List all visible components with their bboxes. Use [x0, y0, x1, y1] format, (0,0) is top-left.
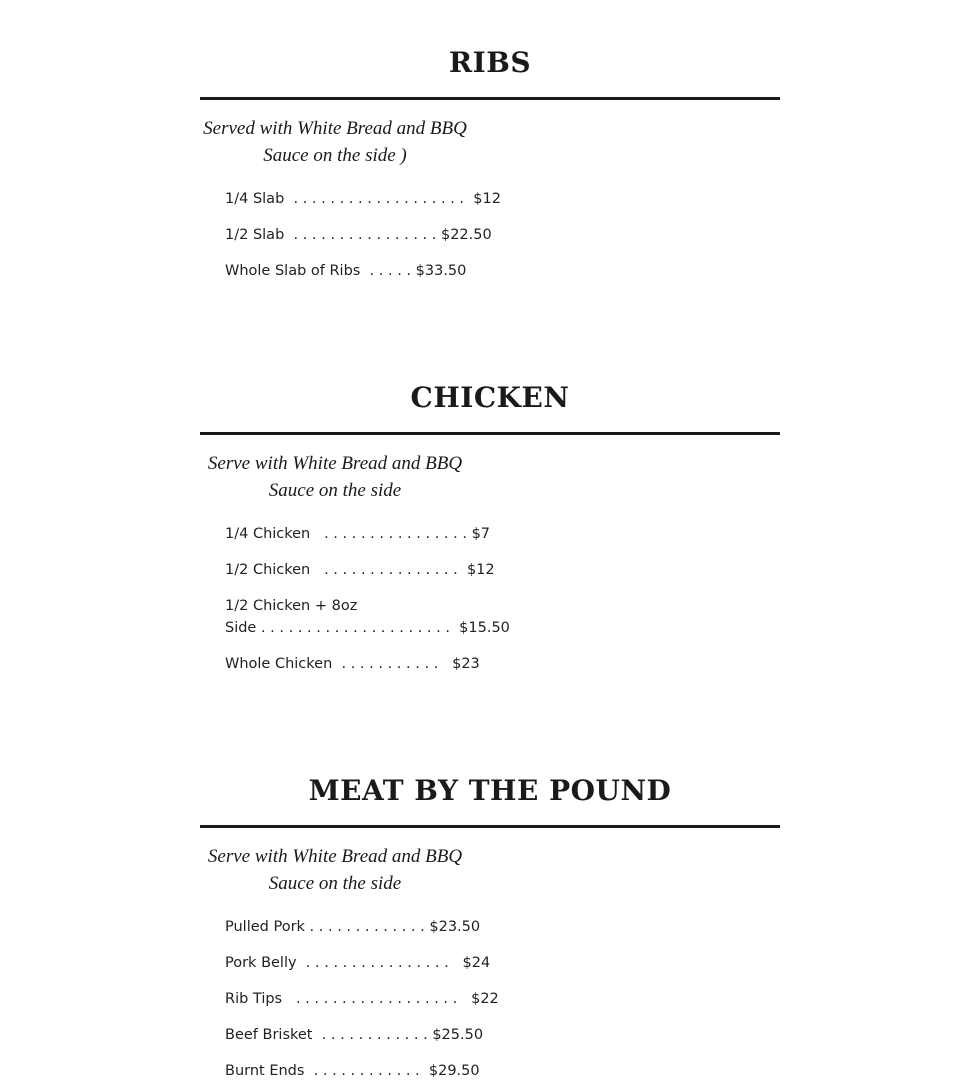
menu-item-beef-brisket: Beef Brisket . . . . . . . . . . . . $25.50 [225, 1027, 484, 1043]
meat-title: MEAT BY THE POUND [308, 774, 672, 807]
menu-item-pork-belly: Pork Belly . . . . . . . . . . . . . . . . $24 [225, 955, 491, 971]
meat-subtitle-line2: Sauce on the side [268, 873, 402, 894]
menu-item-quarter-chicken: 1/4 Chicken . . . . . . . . . . . . . . . . $7 [225, 526, 491, 542]
ribs-subtitle-line2: Sauce on the side ) [263, 145, 407, 166]
menu-item-whole-slab: Whole Slab of Ribs . . . . . $33.50 [225, 263, 467, 279]
menu-item-half-slab: 1/2 Slab . . . . . . . . . . . . . . . . $22.50 [225, 227, 492, 243]
ribs-subtitle-line1: Served with White Bread and BBQ [203, 118, 467, 139]
menu-item-quarter-slab: 1/4 Slab . . . . . . . . . . . . . . . . . . . $12 [225, 191, 501, 207]
chicken-subtitle-line2: Sauce on the side [268, 480, 402, 501]
menu-item-half-chicken-side: 1/2 Chicken + 8oz Side . . . . . . . . . . . . . . . . . . . . . $15.50 [225, 598, 510, 636]
menu-item-pulled-pork: Pulled Pork . . . . . . . . . . . . . $23.50 [225, 919, 481, 935]
meat-divider [200, 825, 780, 828]
meat-subtitle-line1: Serve with White Bread and BBQ [207, 846, 463, 867]
menu-item-half-chicken: 1/2 Chicken . . . . . . . . . . . . . . . $12 [225, 562, 495, 578]
chicken-subtitle-line1: Serve with White Bread and BBQ [207, 453, 463, 474]
menu-item-burnt-ends: Burnt Ends . . . . . . . . . . . . $29.50 [225, 1063, 480, 1079]
menu-item-rib-tips: Rib Tips . . . . . . . . . . . . . . . . . . $22 [225, 991, 499, 1007]
chicken-title: CHICKEN [410, 381, 570, 414]
ribs-title: RIBS [448, 46, 532, 79]
menu-item-whole-chicken: Whole Chicken . . . . . . . . . . . $23 [225, 656, 480, 672]
meat-by-the-pound-section [200, 0, 780, 1089]
